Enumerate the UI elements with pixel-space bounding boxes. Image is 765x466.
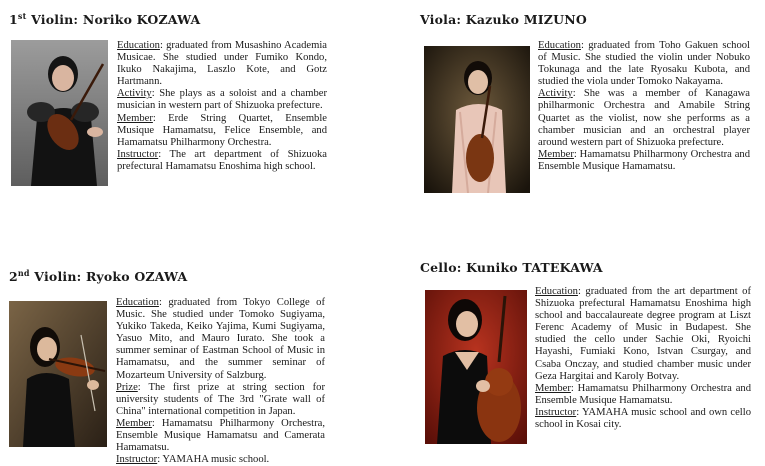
bio-text: : graduated from the art department of Shizuoka prefectural Hamamatsu Enoshima high school and baccalaureate degree program at Liszt Ferenc Academy of Music in Budapest. She studied the cello under Sachie Oki, Ryoichi Hayashi, Fumiaki Kono, Istvan Csurgay, and Csaba Onczay, and studied chamber music under Geza Hargitai and Karoly Botvay. [535,286,751,382]
ordinal-suffix: nd [17,267,30,278]
instrument-role: Viola: [420,12,462,27]
member-heading [420,260,603,275]
bio-label-education: Education [117,40,160,51]
ordinal-suffix: st [17,10,27,21]
bio-text: : graduated from Musashino Academia Musicae. She studied under Fumiko Kondo, Ikuko Nakajima, Laszlo Kote, and Gotz Hartmann. [117,40,327,88]
portrait-photo [11,40,108,186]
ordinal-number: 2 [9,269,18,284]
bio-label-member: Member [538,148,574,160]
instrument-role: Cello: [420,260,462,275]
bio-label-member: Member [535,382,571,394]
member-name: Kuniko TATEKAWA [466,260,603,275]
member-heading [420,12,587,27]
bio-label-instructor: Instructor [116,454,158,466]
bio-label-activity: Activity [117,88,152,100]
portrait-photo [425,290,527,444]
bio-text: : graduated from Tokyo College of Music. She studied under Tomoko Sugiyama, Yukiko Takeda, Keiko Yajima, Kumi Sugiyama, Yasuo Mito, and Mauro Iurato. She took a summer seminar of Eastman School of Music in Hamamatsu, and the summer seminar of Mozarteum University of Salzburg. [116,297,325,381]
bio-text: : She was a member of Kanagawa philharmonic Orchestra and Amabile String Quartet as the violist, now she performs as a chamber musician and an orchestral player around western part of Shizuoka prefecture. [538,88,750,148]
bio-label-instructor: Instructor [117,148,159,160]
bio-text: : graduated from Toho Gakuen school of Music. She studied the violin under Nobuko Tokunaga and the late Ryosaku Kubota, and studied the viola under Tomoko Nakayama. [538,40,750,88]
bio-text: : She plays as a soloist and a chamber musician in western part of Shizuoka prefecture. [117,88,327,112]
bio-text: : Hamamatsu Philharmony Orchestra and Ensemble Musique Hamamatsu. [538,148,750,172]
portrait-photo [424,46,530,193]
member-bio [535,286,751,431]
member-name: Ryoko OZAWA [86,269,188,284]
bio-label-education: Education [116,297,159,308]
bio-label-education: Education [535,286,578,297]
bio-label-instructor: Instructor [535,406,577,418]
bio-label-member: Member [116,417,152,429]
bio-label-member: Member [117,112,153,124]
member-bio [116,297,325,466]
portrait-photo [9,301,107,447]
bio-text: : The first prize at string section for university students of The 3rd "Grate wall of China" international competition in Japan. [116,381,325,417]
member-name: Kazuko MIZUNO [465,12,587,27]
instrument-role: Violin: [34,269,82,284]
bio-text: : YAMAHA music school and own cello school in Kosai city. [535,406,751,431]
bio-label-prize: Prize [116,381,138,393]
ordinal-number: 1 [9,12,18,27]
bio-label-activity: Activity [538,88,573,100]
bio-text: : Hamamatsu Philharmony Orchestra and Ensemble Musique Hamamatsu. [535,382,751,406]
member-bio [538,40,750,173]
member-heading [9,12,200,27]
bio-text: : YAMAHA music school. [157,454,270,466]
member-heading [9,269,187,284]
bio-label-education: Education [538,40,581,51]
bio-text: : Erde String Quartet, Ensemble Musique Hamamatsu, Felice Ensemble, and Hamamatsu Philharmony Orchestra. [117,112,327,148]
member-bio [117,40,327,173]
bio-text: : Hamamatsu Philharmony Orchestra, Ensemble Musique Hamamatsu and Camerata Hamamatsu. [116,417,325,454]
bio-text: : The art department of Shizuoka prefectural Hamamatsu Enoshima high school. [117,148,327,172]
instrument-role: Violin: [31,12,79,27]
member-name: Noriko KOZAWA [82,12,201,27]
